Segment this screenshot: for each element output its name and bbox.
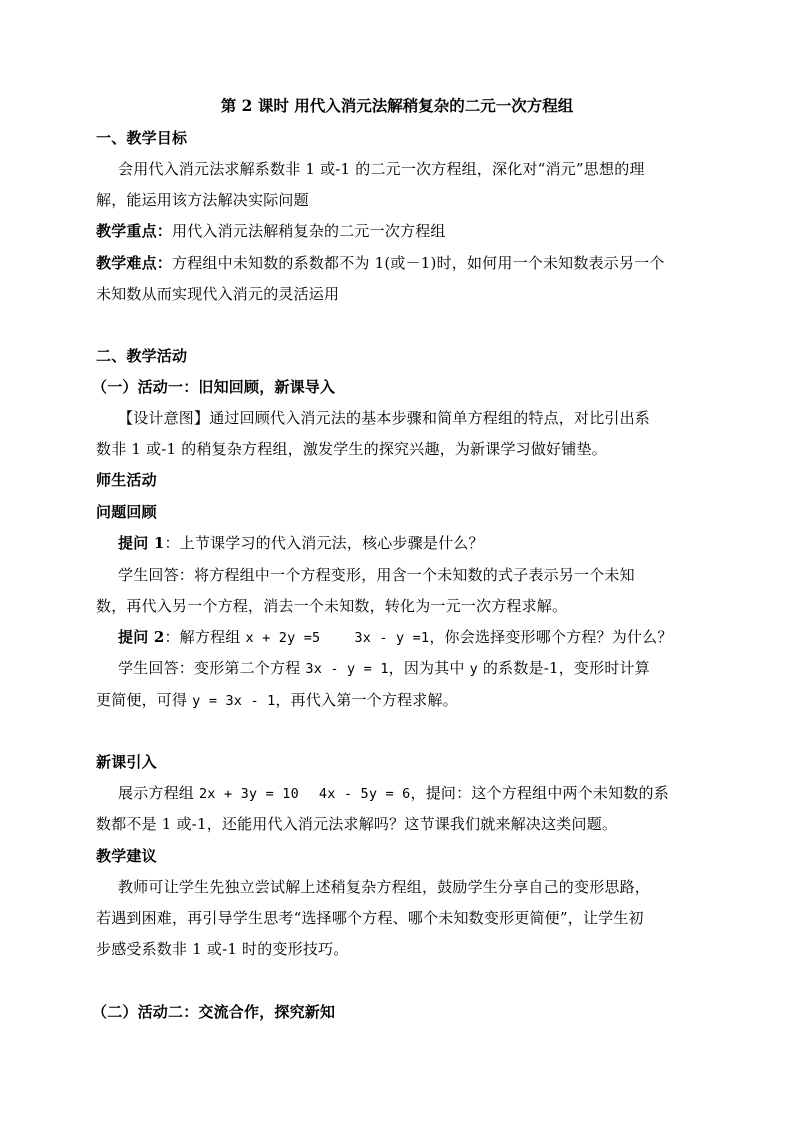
design-line-2: 数非 1 或-1 的稍复杂方程组，激发学生的探究兴趣，为新课学习做好铺垫。 <box>96 440 607 458</box>
key-point-label: 教学重点： <box>96 222 173 240</box>
design-line-1: 【设计意图】通过回顾代入消元法的基本步骤和简单方程组的特点，对比引出系 <box>118 409 651 427</box>
answer-1-line-1: 学生回答：将方程组中一个方程变形，用含一个未知数的式子表示另一个未知 <box>118 566 635 584</box>
goal-line-1: 会用代入消元法求解系数非 1 或-1 的二元一次方程组，深化对“消元”思想的理 <box>118 160 645 178</box>
difficulty-line-1 <box>96 253 706 273</box>
activity2-heading: （二）活动二：交流合作，探究新知 <box>92 1003 336 1021</box>
question-2-label: 提问 2 <box>118 628 165 646</box>
answer-1-line-2: 数，再代入另一个方程，消去一个未知数，转化为一元一次方程求解。 <box>96 597 568 615</box>
answer-2-line-1 <box>118 658 728 679</box>
question-2 <box>118 627 728 648</box>
answer-2-variable: y <box>469 661 478 677</box>
question-2-prefix: ：解方程组 <box>164 628 246 646</box>
difficulty-label: 教学难点： <box>96 254 173 272</box>
answer-2-equation: 3x - y = 1 <box>305 661 389 677</box>
advice-heading: 教学建议 <box>96 847 157 865</box>
intro-heading: 新课引入 <box>96 753 157 771</box>
question-2-equation-1: x + 2y =5 <box>245 630 321 646</box>
answer-2-line-2-equation: y = 3x - 1 <box>192 693 276 709</box>
review-heading: 问题回顾 <box>96 503 157 521</box>
teacher-student-heading: 师生活动 <box>96 471 157 489</box>
intro-equation-1: 2x + 3y = 10 <box>198 786 299 802</box>
question-1-text: ：上节课学习的代入消元法，核心步骤是什么？ <box>164 534 484 552</box>
lesson-title: 第 2 课时 用代入消元法解稍复杂的二元一次方程组 <box>220 96 574 115</box>
intro-line-1 <box>118 783 728 804</box>
difficulty-text-1: 方程组中未知数的系数都不为 1(或－1)时，如何用一个未知数表示另一个 <box>172 254 665 272</box>
answer-2-line-2 <box>96 690 706 711</box>
question-2-suffix: ，你会选择变形哪个方程？为什么？ <box>429 628 673 646</box>
intro-equation-2: 4x - 5y = 6 <box>318 786 411 802</box>
advice-line-2: 若遇到困难，再引导学生思考“选择哪个方程、哪个未知数变形更简便”，让学生初 <box>96 909 644 927</box>
advice-line-3: 步感受系数非 1 或-1 时的变形技巧。 <box>96 940 349 958</box>
intro-line-2: 数都不是 1 或-1，还能用代入消元法求解吗？这节课我们就来解决这类问题。 <box>96 815 618 833</box>
advice-line-1: 教师可让学生先独立尝试解上述稍复杂方程组，鼓励学生分享自己的变形思路， <box>118 878 651 896</box>
goal-line-2: 解，能运用该方法解决实际问题 <box>96 191 309 209</box>
intro-suffix: ，提问：这个方程组中两个未知数的系 <box>410 784 669 802</box>
answer-2-mid: ，因为其中 <box>388 659 470 677</box>
question-2-equation-2: 3x - y =1 <box>354 630 430 646</box>
answer-2-prefix: 学生回答：变形第二个方程 <box>118 659 306 677</box>
activity1-heading: （一）活动一：旧知回顾，新课导入 <box>92 378 336 396</box>
question-1 <box>118 533 728 553</box>
section1-heading: 一、教学目标 <box>96 129 188 147</box>
key-point-text: 用代入消元法解稍复杂的二元一次方程组 <box>172 222 446 240</box>
section2-heading: 二、教学活动 <box>96 347 188 365</box>
answer-2-line-2-suffix: ，再代入第一个方程求解。 <box>275 691 458 709</box>
key-point <box>96 221 706 241</box>
question-1-label: 提问 1 <box>118 534 165 552</box>
answer-2-line-2-prefix: 更简便，可得 <box>96 691 193 709</box>
intro-prefix: 展示方程组 <box>118 784 199 802</box>
difficulty-line-2: 未知数从而实现代入消元的灵活运用 <box>96 285 340 303</box>
answer-2-suffix: 的系数是-1，变形时计算 <box>477 659 650 677</box>
